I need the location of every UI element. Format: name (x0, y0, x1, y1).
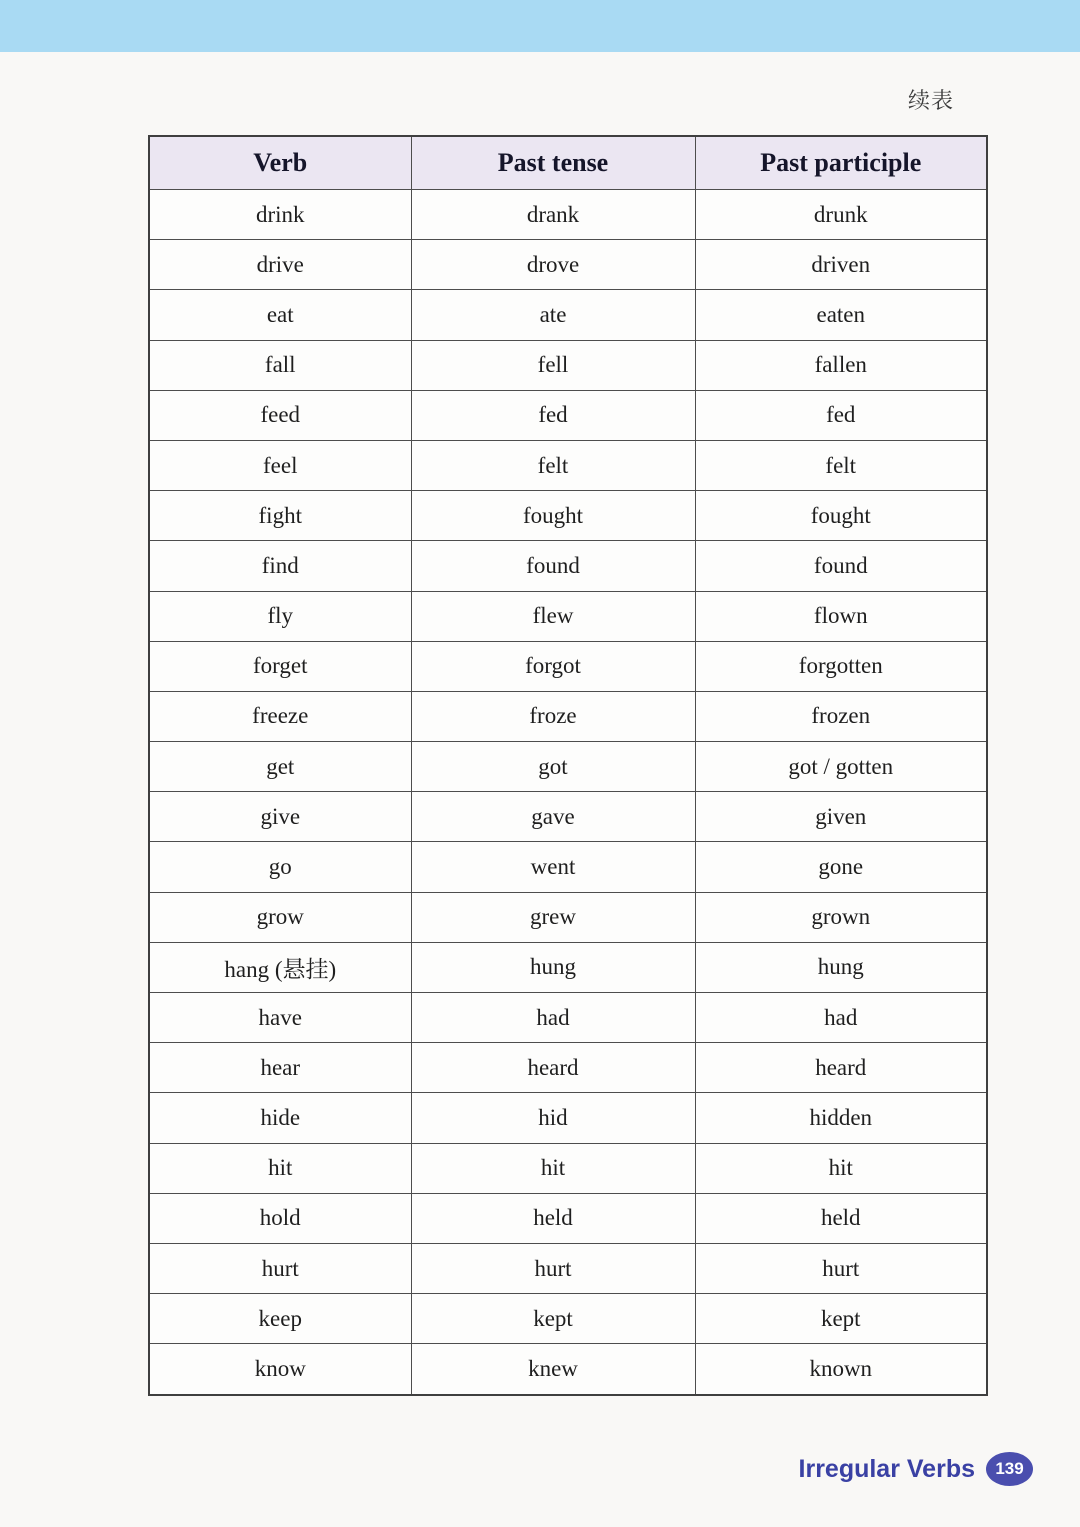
table-cell: flown (695, 591, 987, 641)
table-cell: froze (411, 691, 695, 741)
footer-section-title: Irregular Verbs (798, 1454, 975, 1483)
table-cell: hit (695, 1143, 987, 1193)
table-cell: grew (411, 892, 695, 942)
irregular-verbs-table (148, 135, 988, 1396)
table-row (149, 290, 987, 340)
table-cell: eaten (695, 290, 987, 340)
table-cell: freeze (149, 691, 411, 741)
table-cell: gone (695, 842, 987, 892)
table-cell: fought (695, 491, 987, 541)
table-cell: drank (411, 190, 695, 240)
table-cell: felt (695, 440, 987, 490)
table-cell: got (411, 742, 695, 792)
table-row (149, 1193, 987, 1243)
column-header-verb: Verb (149, 136, 411, 190)
table-row (149, 1294, 987, 1344)
table-cell: find (149, 541, 411, 591)
table-cell: hit (149, 1143, 411, 1193)
table-cell: heard (695, 1043, 987, 1093)
table-cell: keep (149, 1294, 411, 1344)
table-cell: fed (695, 390, 987, 440)
table-cell: frozen (695, 691, 987, 741)
table-row (149, 892, 987, 942)
table-cell: kept (411, 1294, 695, 1344)
table-row (149, 240, 987, 290)
table-row (149, 491, 987, 541)
table-row (149, 641, 987, 691)
table-cell: hear (149, 1043, 411, 1093)
table-cell: hung (411, 942, 695, 992)
table-row (149, 541, 987, 591)
table-cell: feed (149, 390, 411, 440)
table-cell: forget (149, 641, 411, 691)
table-cell: hide (149, 1093, 411, 1143)
table-row (149, 691, 987, 741)
table-row (149, 1093, 987, 1143)
table-row (149, 1344, 987, 1395)
table-row (149, 993, 987, 1043)
table-cell: eat (149, 290, 411, 340)
table-cell: fell (411, 340, 695, 390)
table-cell: give (149, 792, 411, 842)
table-cell: hid (411, 1093, 695, 1143)
table-cell: felt (411, 440, 695, 490)
table-cell: held (695, 1193, 987, 1243)
table-cell: had (411, 993, 695, 1043)
table-cell: hurt (695, 1243, 987, 1293)
table-row (149, 1043, 987, 1093)
table-cell: ate (411, 290, 695, 340)
table-cell: got / gotten (695, 742, 987, 792)
table-cell: drove (411, 240, 695, 290)
table-cell: given (695, 792, 987, 842)
table-row (149, 190, 987, 240)
table-row (149, 1143, 987, 1193)
table-row (149, 742, 987, 792)
table-cell: get (149, 742, 411, 792)
table-cell: know (149, 1344, 411, 1395)
table-cell: drink (149, 190, 411, 240)
table-cell: fight (149, 491, 411, 541)
table-row (149, 792, 987, 842)
table-cell: grown (695, 892, 987, 942)
table-cell: hidden (695, 1093, 987, 1143)
table-cell: driven (695, 240, 987, 290)
table-cell: hold (149, 1193, 411, 1243)
table-cell: kept (695, 1294, 987, 1344)
table-cell: hit (411, 1143, 695, 1193)
table-cell: have (149, 993, 411, 1043)
table-row (149, 591, 987, 641)
table-cell: went (411, 842, 695, 892)
table-cell: hang (悬挂) (149, 942, 411, 992)
verb-table-body (149, 190, 987, 1395)
page-footer (799, 1452, 1033, 1486)
page-top-band (0, 0, 1080, 52)
table-row (149, 1243, 987, 1293)
table-cell: fed (411, 390, 695, 440)
table-cell: fallen (695, 340, 987, 390)
table-cell: forgot (411, 641, 695, 691)
table-row (149, 390, 987, 440)
page-number-badge: 139 (986, 1452, 1033, 1486)
table-cell: flew (411, 591, 695, 641)
table-cell: hung (695, 942, 987, 992)
table-cell: had (695, 993, 987, 1043)
continued-table-label: 续表 (907, 88, 954, 113)
table-cell: feel (149, 440, 411, 490)
table-cell: fly (149, 591, 411, 641)
table-cell: found (695, 541, 987, 591)
table-cell: hurt (411, 1243, 695, 1293)
table-cell: grow (149, 892, 411, 942)
column-header-past-participle: Past participle (695, 136, 987, 190)
table-cell: go (149, 842, 411, 892)
table-cell: heard (411, 1043, 695, 1093)
table-row (149, 440, 987, 490)
table-cell: gave (411, 792, 695, 842)
table-cell: forgotten (695, 641, 987, 691)
table-cell: drunk (695, 190, 987, 240)
table-cell: known (695, 1344, 987, 1395)
table-row (149, 340, 987, 390)
table-cell: found (411, 541, 695, 591)
table-header-row (149, 136, 987, 190)
table-cell: fall (149, 340, 411, 390)
table-cell: fought (411, 491, 695, 541)
table-cell: hurt (149, 1243, 411, 1293)
table-cell: held (411, 1193, 695, 1243)
column-header-past-tense: Past tense (411, 136, 695, 190)
table-cell: knew (411, 1344, 695, 1395)
table-row (149, 942, 987, 992)
table-cell: drive (149, 240, 411, 290)
table-row (149, 842, 987, 892)
